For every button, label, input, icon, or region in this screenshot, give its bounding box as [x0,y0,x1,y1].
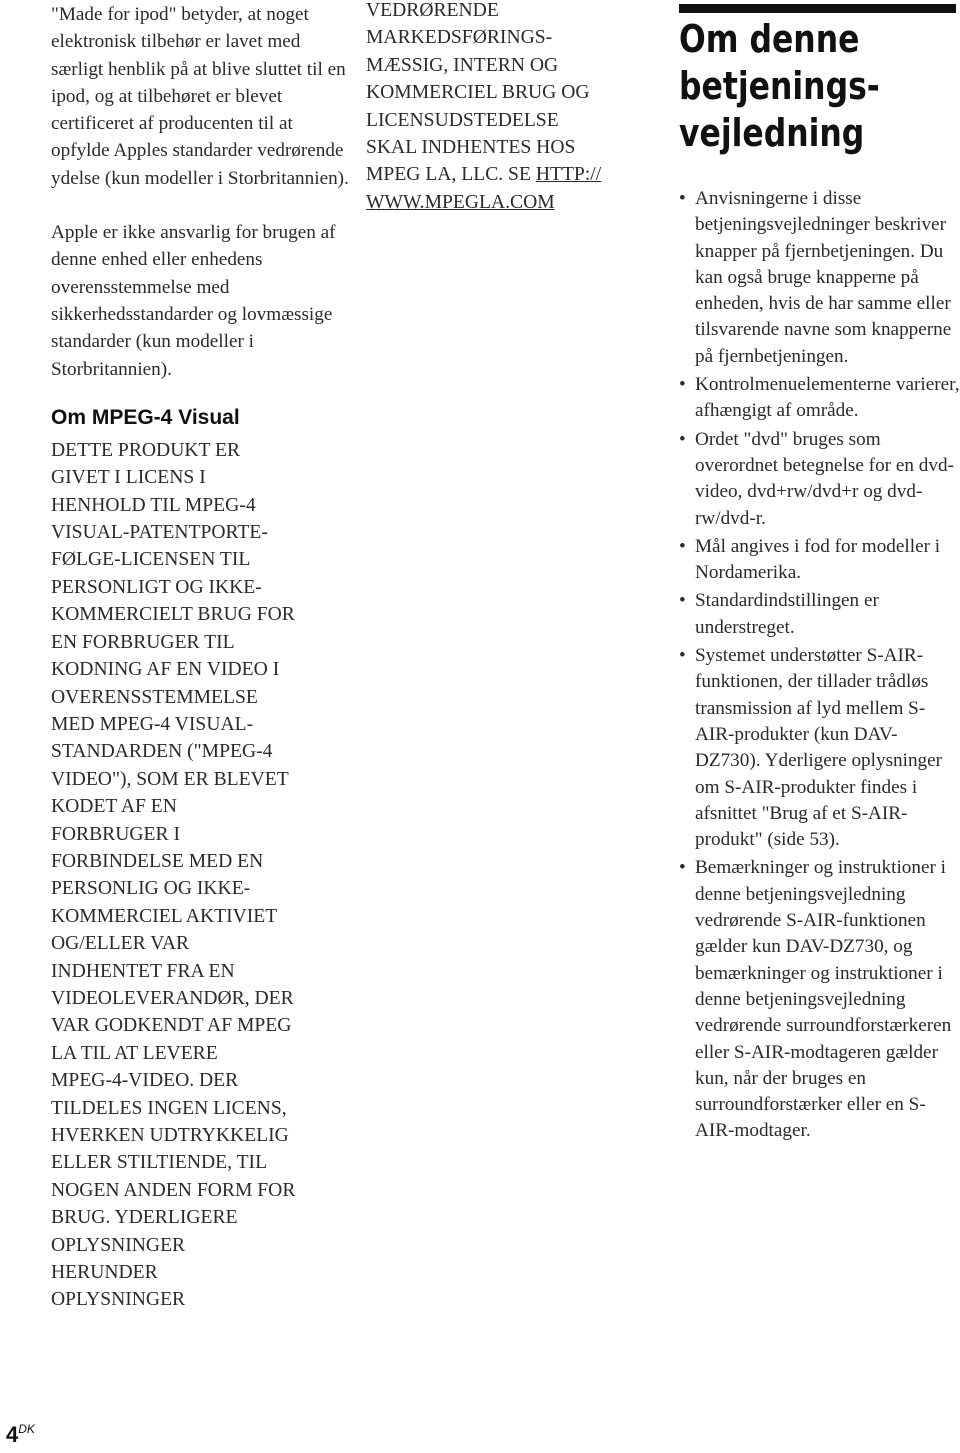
license-continuation-line: MÆSSIG, INTERN OG [366,54,559,76]
mpeg4-license-line: LA TIL AT LEVERE [51,1042,218,1064]
bullet-item [679,588,960,641]
bullet-item [679,427,960,532]
mpeg4-license-line: HERUNDER [51,1262,158,1284]
bullet-item [679,855,960,1144]
mpeg4-license-line: VAR GODKENDT AF MPEG [51,1015,292,1037]
bullet-dot-icon: • [679,857,686,879]
bullet-text: Ordet "dvd" bruges som overordnet betegnelse for en dvd-video, dvd+rw/dvd+r og dvd-rw/dvd-r. [695,428,954,529]
mpeg4-license-text [51,437,351,1314]
mpeg4-license-line: KODET AF EN [51,796,177,818]
mpeg4-license-line: OG/ELLER VAR [51,933,190,955]
license-continuation-line: KOMMERCIEL BRUG OG [366,82,590,104]
bullet-item [679,372,960,425]
mpeg4-license-line: DETTE PRODUKT ER [51,439,241,461]
mpeg4-license-line: OVERENSSTEMMELSE [51,686,258,708]
mpeg4-license-line: HENHOLD TIL MPEG-4 [51,494,256,516]
bullet-item [679,643,960,853]
instructions-bullet-list [679,186,960,1147]
mpeg4-license-line: VISUAL-PATENTPORTE- [51,522,268,544]
page-number-value: 4 [6,1422,19,1447]
mpeg4-license-line: MPEG-4-VIDEO. DER [51,1070,239,1092]
license-continuation-line: VEDRØRENDE [366,0,499,21]
page-number [6,1422,35,1448]
mpeg4-license-line: PERSONLIGT OG IKKE- [51,576,262,598]
mpeg4-license-line: NOGEN ANDEN FORM FOR [51,1179,296,1201]
mpeg4-license-line: FØLGE-LICENSEN TIL [51,549,251,571]
mpeg-license-continuation [366,0,656,161]
mpeg4-license-line: EN FORBRUGER TIL [51,631,235,653]
bullet-text: Bemærkninger og instruktioner i denne betjeningsvejledning vedrørende S-AIR-funktionen gælder kun DAV-DZ730, og bemærkninger og instruktioner i denne betjeningsvejledning vedrørende surroundforstærkeren eller S-AIR-modtageren gælder kun, når der bruges en surroundforstærker eller en S-AIR-modtager. [695,857,952,1142]
bullet-text: Kontrolmenuelementerne varierer, afhængigt af område. [695,374,960,422]
mpeg4-license-line: ELLER STILTIENDE, TIL [51,1152,268,1174]
mpegla-link-part2[interactable]: WWW.MPEGLA.COM [366,191,555,213]
bullet-dot-icon: • [679,374,686,396]
license-continuation-line: LICENSUDSTEDELSE [366,109,559,131]
mpeg4-license-line: VIDEO"), SOM ER BLEVET [51,768,289,790]
mpeg4-license-line: INDHENTET FRA EN [51,960,235,982]
mpeg4-license-line: TILDELES INGEN LICENS, [51,1097,287,1119]
mpegla-link-part1[interactable]: HTTP:// [535,164,602,186]
language-code: DK [18,1422,35,1436]
mpeg4-license-line: OPLYSNINGER [51,1289,186,1311]
apple-liability-paragraph: Apple er ikke ansvarlig for brugen af denne enhed eller enhedens overensstemmelse med sikkerhedsstandarder og lovmæssige standarder (kun modeller i Storbritannien). [51,222,336,380]
mpeg4-heading: Om MPEG-4 Visual [51,405,240,429]
section-top-rule [679,4,956,13]
mpeg4-license-line: OPLYSNINGER [51,1234,186,1256]
bullet-dot-icon: • [679,188,686,209]
ipod-paragraph: "Made for ipod" betyder, at noget elektronisk tilbehør er lavet med særligt henblik på at blive sluttet til en ipod, og at tilbehøret er blevet certificeret af producenten til at opfylde Apples standarder vedrørende ydelse (kun modeller i Storbritannien). [51,4,349,189]
mpeg4-license-line: GIVET I LICENS I [51,467,206,489]
mpeg4-license-line: HVERKEN UDTRYKKELIG [51,1125,289,1147]
bullet-text: Mål angives i fod for modeller i Nordamerika. [695,535,941,584]
mpeg-la-link-line [366,189,656,216]
mpeg4-license-line: FORBRUGER I [51,823,181,845]
mpeg4-license-line: FORBINDELSE MED EN [51,850,264,872]
bullet-text: Systemet understøtter S-AIR-funktionen, der tillader trådløs transmission af lyd mellem S-AIR-produkter (kun DAV-DZ730). Yderligere oplysninger om S-AIR-produkter findes i afsnittet "Brug af et S-AIR-produkt" (side 53). [695,645,943,851]
bullet-text: Standardindstillingen er understreget. [695,590,879,638]
mpeg-la-prefix: MPEG LA, LLC. SE [366,164,536,186]
mpeg4-license-line: KOMMERCIEL AKTIVIET [51,905,278,927]
mpeg4-license-line: STANDARDEN ("MPEG-4 [51,741,273,763]
middle-column [366,0,656,216]
mpeg4-license-line: KODNING AF EN VIDEO I [51,659,280,681]
left-column [51,1,351,1314]
mpeg4-license-line: KOMMERCIELT BRUG FOR [51,604,295,626]
mpeg4-license-line: PERSONLIG OG IKKE- [51,878,251,900]
mpeg-la-line [366,161,656,188]
bullet-item [679,186,960,370]
section-title-line1: Om denne [679,17,860,61]
bullet-item [679,534,960,587]
mpeg4-license-line: MED MPEG-4 VISUAL- [51,713,254,735]
mpeg4-license-line: BRUG. YDERLIGERE [51,1207,238,1229]
bullet-dot-icon: • [679,645,686,667]
license-continuation-line: MARKEDSFØRINGS- [366,27,553,49]
bullet-dot-icon: • [679,428,686,450]
license-continuation-line: SKAL INDHENTES HOS [366,137,576,159]
section-title [679,16,880,157]
section-title-line2: betjenings- [679,64,880,108]
bullet-dot-icon: • [679,590,686,612]
bullet-dot-icon: • [679,535,686,557]
mpeg4-license-line: VIDEOLEVERANDØR, DER [51,987,294,1009]
bullet-text: Anvisningerne i disse betjeningsvejledninger beskriver knapper på fjernbetjeningen. Du kan også bruge knapperne på enheden, hvis de har samme eller tilsvarende navne som knapperne på fjernbetjeningen. [695,188,952,367]
section-title-line3: vejledning [679,111,865,155]
